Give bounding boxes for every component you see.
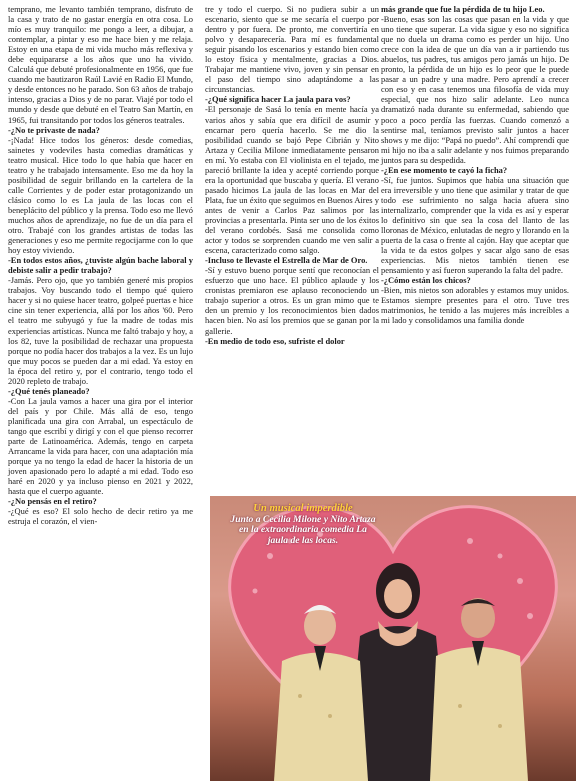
paragraph: -Sí, fue juntos. Supimos que había una situación que era irreversible y uno tiene que asimilar y tratar de que todo ese sufrimiento no salga hacia afuera sino internalizarlo, comprender que la vida es así y esperar lo definitivo sin que sea la cosa del llanto de las lloronas de México, enlutadas de negro y llorando en la puerta de la casa o frente al cajón. Hay que aceptar que la vida te da estos golpes y sacar algo sano de esas experiencias. Mis nietos también tienen ese pensamiento y así fueron superando la falta del padre. xyxy=(381,174,569,276)
question-heading: -En medio de todo eso, sufriste el dolor xyxy=(205,335,345,346)
paragraph: temprano, me levanto también temprano, disfruto de la casa y trato de no gastar energía en otra cosa. Lo mío es muy tranquilo: me pongo a leer, a dibujar, a contemplar, a pintar y eso me hace bien y me relaja. Estoy en una etapa de mi vida mucho más reflexiva y debe equipararse a los años que uno ha vivido. Calculá que debuté profesionalmente en 1956, que fue cuando me bautizaron Raúl Lavié en Radio El Mundo, y desde entonces no he parado. Son 63 años de trabajo intenso, gracias a Dios y de no parar. Viajé por todo el mundo y desde que debuté en el Teatro San Martín, en 1965, fui transitando por todos los géneros teatrales. xyxy=(8,4,193,125)
question-heading: -¿No pensás en el retiro? xyxy=(8,496,97,507)
question-heading: -¿Cómo están los chicos? xyxy=(381,275,471,286)
paragraph: -¡Nada! Hice todos los géneros: desde comedias, sainetes y vodeviles hasta comedias dramáticas y teatro musical. Hice todo lo que había que hacer en teatro y he trabajado intensamente. Eso me da hoy la posibilidad de seguir brillando en la cartelera de la calle Corrientes y de poder estar protagonizando un clásico como lo es La jaula de las locas con el beneplácito del público y la prensa. Todo eso me llevó muchos años de aprendizaje, no fue de un día para el otro. Trabajé con los grandes artistas de todas las generaciones y eso me permite regocijarme con lo que hoy estoy viviendo. xyxy=(8,134,193,256)
question-heading: -¿En ese momento te cayó la ficha? xyxy=(381,164,508,175)
question-heading: -En todos estos años, ¿tuviste algún bache laboral y debiste salir a pedir trabajo? xyxy=(8,255,193,276)
paragraph: -¿Qué es eso? El solo hecho de decir retiro ya me estruja el corazón, el vien- xyxy=(8,506,193,527)
paragraph: -Bien, mis nietos son adorables y estamos muy unidos. Estamos siempre presentes para el otro. Tuve tres matrimonios, he tenido a las mujeres más increíbles a mi lado y consolidamos una familia donde xyxy=(381,285,569,326)
question-heading: -¿No te privaste de nada? xyxy=(8,124,100,135)
article-column-1 xyxy=(8,4,193,526)
cast-photo xyxy=(210,496,576,781)
article-column-2 xyxy=(205,4,379,346)
paragraph: -Bueno, esas son las cosas que pasan en la vida y que uno tiene que superar. La vida sigue y eso no significa que no duela un drama como es perder un hijo. Uno crece con la idea de que un día van a ir partiendo tus abuelos, tus padres, tus amigos pero jamás un hijo. De pronto, la pérdida de un hijo es lo peor que le puede pasar a un padre y una madre. Pero aprendí a crecer con eso y en casa tenemos una filosofía de vida muy especial, que nos hizo salir adelante. Leo nunca dramatizó nada durante su enfermedad, sabiendo que poco a poco perdía las fuerzas. Cuando comenzó a sentirse mal, teníamos previsto salir juntos a hacer shows y me dijo: “Papá no puedo”. Ahí comprendí que mi hijo no iba a salir adelante y nos fuimos preparando juntos para su despedida. xyxy=(381,14,569,165)
paragraph: -Sí y estuvo bueno porque sentí que reconocían el esfuerzo que uno hace. El público aplaude y los cronistas premiaron ese aplauso reconociendo un trabajo superior a otros. Es un gran mimo que te den un premio y los reconocimientos bien dados hacen bien. No así los premios que se ganan por la gallerie. xyxy=(205,265,379,336)
question-heading: -¿Qué tenés planeado? xyxy=(8,385,90,396)
question-heading: -Incluso te llevaste el Estrella de Mar de Oro. xyxy=(205,255,368,266)
photo-caption xyxy=(228,504,378,546)
paragraph: tre y todo el cuerpo. Si no pudiera subir a un escenario, siento que se me secaría el cuerpo por dentro y por fuera. De pronto, me convertiría en polvo y desaparecería. Para mí es fundamental seguir pisando los escenarios y estando bien como lo estoy física y mentalmente, gracias a Dios. Trabajar me mantiene vivo, joven y sin pensar en el paso del tiempo sino adaptándome a las circunstancias. xyxy=(205,4,379,95)
caption-title: Un musical imperdible xyxy=(253,503,353,514)
article-column-3 xyxy=(381,4,569,326)
question-heading: más grande que fue la pérdida de tu hijo Leo. xyxy=(381,4,545,14)
question-heading: -¿Qué significa hacer La jaula para vos? xyxy=(205,94,351,105)
caption-body: Junto a Cecilia Milone y Nito Artaza en la extraordinaria comedia La jaula de las locas. xyxy=(230,513,376,546)
paragraph: -Con La jaula vamos a hacer una gira por el interior del país y por Chile. Más allá de eso, tengo planificada una gira con Arrabal, un espectáculo de tango que escribí y dirigí y con el que pienso recorrer parte de Latinoamérica. Además, tengo en carpeta Arrancame la vida para hacer, con una adaptación mía porque ya no tengo la edad de hacer la historia de un joven apasionado pero lo adapté a mi edad. Todo eso haré en 2020 y ya incluso pienso en 2021 y 2022, hasta que el cuerpo aguante. xyxy=(8,395,193,497)
paragraph: -Jamás. Pero ojo, que yo también generé mis propios trabajos. Voy buscando todo el tiempo qué quiero hacer y si no quiese hacer teatro, golpeé puertas e hice cine sin tener experiencia, allá por los años '60. Pero el teatro me subyugó y fue la madre de todas mis experiencias artísticas. Nunca me faltó trabajo y hoy, a los 82, tuve la posibilidad de rechazar una propuesta porque no podía hacer dos trabajos a la vez. Es un lujo que muy pocos se pueden dar a mi edad. Ya estoy en la época del retiro y, por el contrario, tengo todo el 2020 repleto de trabajo. xyxy=(8,275,193,386)
paragraph: -El personaje de Sasá lo tenía en mente hacía ya varios años y sabía que era difícil de asumir y encarnar pero quería hacerlo. Se me dio la posibilidad cuando se bajó Pepe Cibrián y Nito Artaza y Cecilia Milone inmediatamente pensaron en mí. Yo estaba con El violinista en el tejado, me pareció brillante la idea y acepté corriendo porque era la oportunidad que buscaba y quería. El verano pasado hicimos La jaula de las locas en Mar del Plata, fue un éxito que seguimos en Buenos Aires y antes de venir a Carlos Paz salimos por las provincias a presentarla. Pinta ser uno de los éxitos del verano cordobés. Sasá me consolida como actor y todos se sorprenden cuando me ven salir a escena, caracterizado como salgo. xyxy=(205,104,379,256)
